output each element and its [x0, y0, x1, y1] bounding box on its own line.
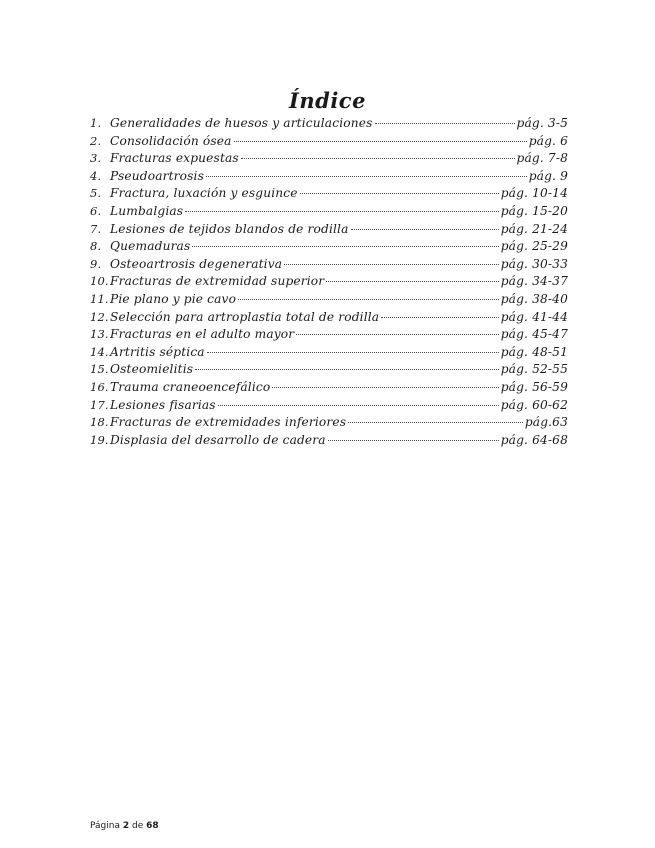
toc-entry-page: pág. 34-37 — [500, 274, 568, 289]
dot-leader — [192, 246, 498, 247]
toc-entry-title: Fracturas expuestas — [110, 151, 239, 166]
toc-entry — [90, 415, 568, 433]
toc-entry-number: 19. — [90, 432, 109, 447]
toc-entry-number: 1. — [90, 116, 102, 130]
toc-entry-title: Quemaduras — [110, 239, 191, 254]
dot-leader — [195, 369, 499, 370]
toc-entry-number: 6. — [90, 203, 102, 218]
footer-page-label: Página — [90, 821, 120, 831]
dot-leader — [328, 440, 499, 441]
toc-entry-page: pág. 10-14 — [500, 186, 568, 201]
dot-leader — [381, 317, 499, 318]
toc-entry-title: Lumbalgias — [110, 203, 184, 218]
toc-entry-page: pág. 56-59 — [500, 379, 568, 394]
toc-entry-title: Lesiones de tejidos blandos de rodilla — [110, 221, 349, 236]
toc-entry-title: Consolidación ósea — [110, 133, 232, 148]
dot-leader — [206, 176, 527, 177]
toc-entry — [90, 362, 568, 380]
dot-leader — [207, 352, 499, 353]
toc-entry-title: Pseudoartrosis — [110, 168, 204, 183]
toc-entry-number: 16. — [90, 379, 109, 394]
toc-entry-title: Osteomielitis — [110, 362, 194, 377]
dot-leader — [218, 405, 499, 406]
toc-entry-number: 10. — [90, 274, 109, 289]
toc-entry-number: 4. — [90, 168, 102, 183]
toc-entry-title: Fracturas en el adulto mayor — [110, 327, 295, 342]
toc-entry — [90, 310, 568, 328]
toc-entry — [90, 134, 568, 152]
toc-entry-title: Lesiones fisarias — [110, 397, 216, 412]
toc-entry — [90, 116, 568, 134]
toc-entry — [90, 292, 568, 310]
toc-entry-page: pág. 15-20 — [500, 203, 568, 218]
toc-entry-number: 5. — [90, 186, 102, 201]
toc-entry-number: 2. — [90, 133, 102, 148]
toc-entry-number: 13. — [90, 327, 109, 342]
dot-leader — [284, 264, 499, 265]
toc-entry — [90, 169, 568, 187]
page-footer — [90, 821, 159, 831]
dot-leader — [375, 123, 515, 124]
toc-entry-title: Selección para artroplastia total de rodilla — [110, 309, 380, 324]
toc-entry-title: Generalidades de huesos y articulaciones — [110, 116, 373, 130]
toc-entry-page: pág. 52-55 — [500, 362, 568, 377]
toc-entry-page: pág.63 — [524, 415, 568, 430]
table-of-contents — [90, 116, 568, 450]
dot-leader — [326, 281, 498, 282]
page-title: Índice — [289, 88, 366, 114]
toc-entry-page: pág. 21-24 — [500, 221, 568, 236]
footer-total-pages: 68 — [146, 821, 159, 831]
toc-entry — [90, 204, 568, 222]
dot-leader — [185, 211, 499, 212]
dot-leader — [348, 422, 523, 423]
toc-entry-page: pág. 7-8 — [516, 151, 568, 166]
toc-entry-page: pág. 64-68 — [500, 432, 568, 447]
dot-leader — [296, 334, 498, 335]
toc-entry-number: 8. — [90, 239, 102, 254]
footer-current-page: 2 — [122, 821, 130, 831]
toc-entry — [90, 257, 568, 275]
toc-entry-page: pág. 45-47 — [500, 327, 568, 342]
toc-entry-title: Fracturas de extremidades inferiores — [110, 415, 347, 430]
toc-entry — [90, 345, 568, 363]
toc-entry-title: Displasia del desarrollo de cadera — [110, 432, 326, 447]
footer-separator: de — [132, 821, 144, 831]
toc-entry-title: Trauma craneoencefálico — [110, 379, 271, 394]
toc-entry-page: pág. 48-51 — [500, 344, 568, 359]
toc-entry-number: 3. — [90, 151, 102, 166]
toc-entry — [90, 398, 568, 416]
toc-entry-number: 11. — [90, 291, 109, 306]
toc-entry-number: 15. — [90, 362, 109, 377]
dot-leader — [234, 141, 527, 142]
toc-entry-page: pág. 41-44 — [500, 309, 568, 324]
toc-entry — [90, 380, 568, 398]
toc-entry-number: 7. — [90, 221, 102, 236]
dot-leader — [351, 229, 499, 230]
toc-entry-page: pág. 30-33 — [500, 256, 568, 271]
toc-entry-number: 12. — [90, 309, 109, 324]
toc-entry-number: 9. — [90, 256, 102, 271]
dot-leader — [241, 158, 515, 159]
toc-entry-title: Osteoartrosis degenerativa — [110, 256, 283, 271]
toc-entry — [90, 222, 568, 240]
toc-entry — [90, 186, 568, 204]
toc-entry-number: 14. — [90, 344, 109, 359]
toc-entry-page: pág. 6 — [528, 133, 568, 148]
toc-entry-page: pág. 3-5 — [516, 116, 568, 130]
toc-entry — [90, 239, 568, 257]
toc-entry-page: pág. 38-40 — [500, 291, 568, 306]
toc-entry — [90, 433, 568, 451]
dot-leader — [238, 299, 499, 300]
toc-entry — [90, 151, 568, 169]
toc-entry — [90, 327, 568, 345]
toc-entry — [90, 274, 568, 292]
dot-leader — [272, 387, 498, 388]
toc-entry-page: pág. 9 — [528, 168, 568, 183]
toc-entry-title: Fractura, luxación y esguince — [110, 186, 298, 201]
toc-entry-title: Pie plano y pie cavo — [110, 291, 237, 306]
toc-entry-page: pág. 60-62 — [500, 397, 568, 412]
toc-entry-number: 17. — [90, 397, 109, 412]
toc-entry-page: pág. 25-29 — [500, 239, 568, 254]
toc-entry-title: Fracturas de extremidad superior — [110, 274, 325, 289]
dot-leader — [300, 193, 499, 194]
toc-entry-title: Artritis séptica — [110, 344, 205, 359]
toc-entry-number: 18. — [90, 415, 109, 430]
